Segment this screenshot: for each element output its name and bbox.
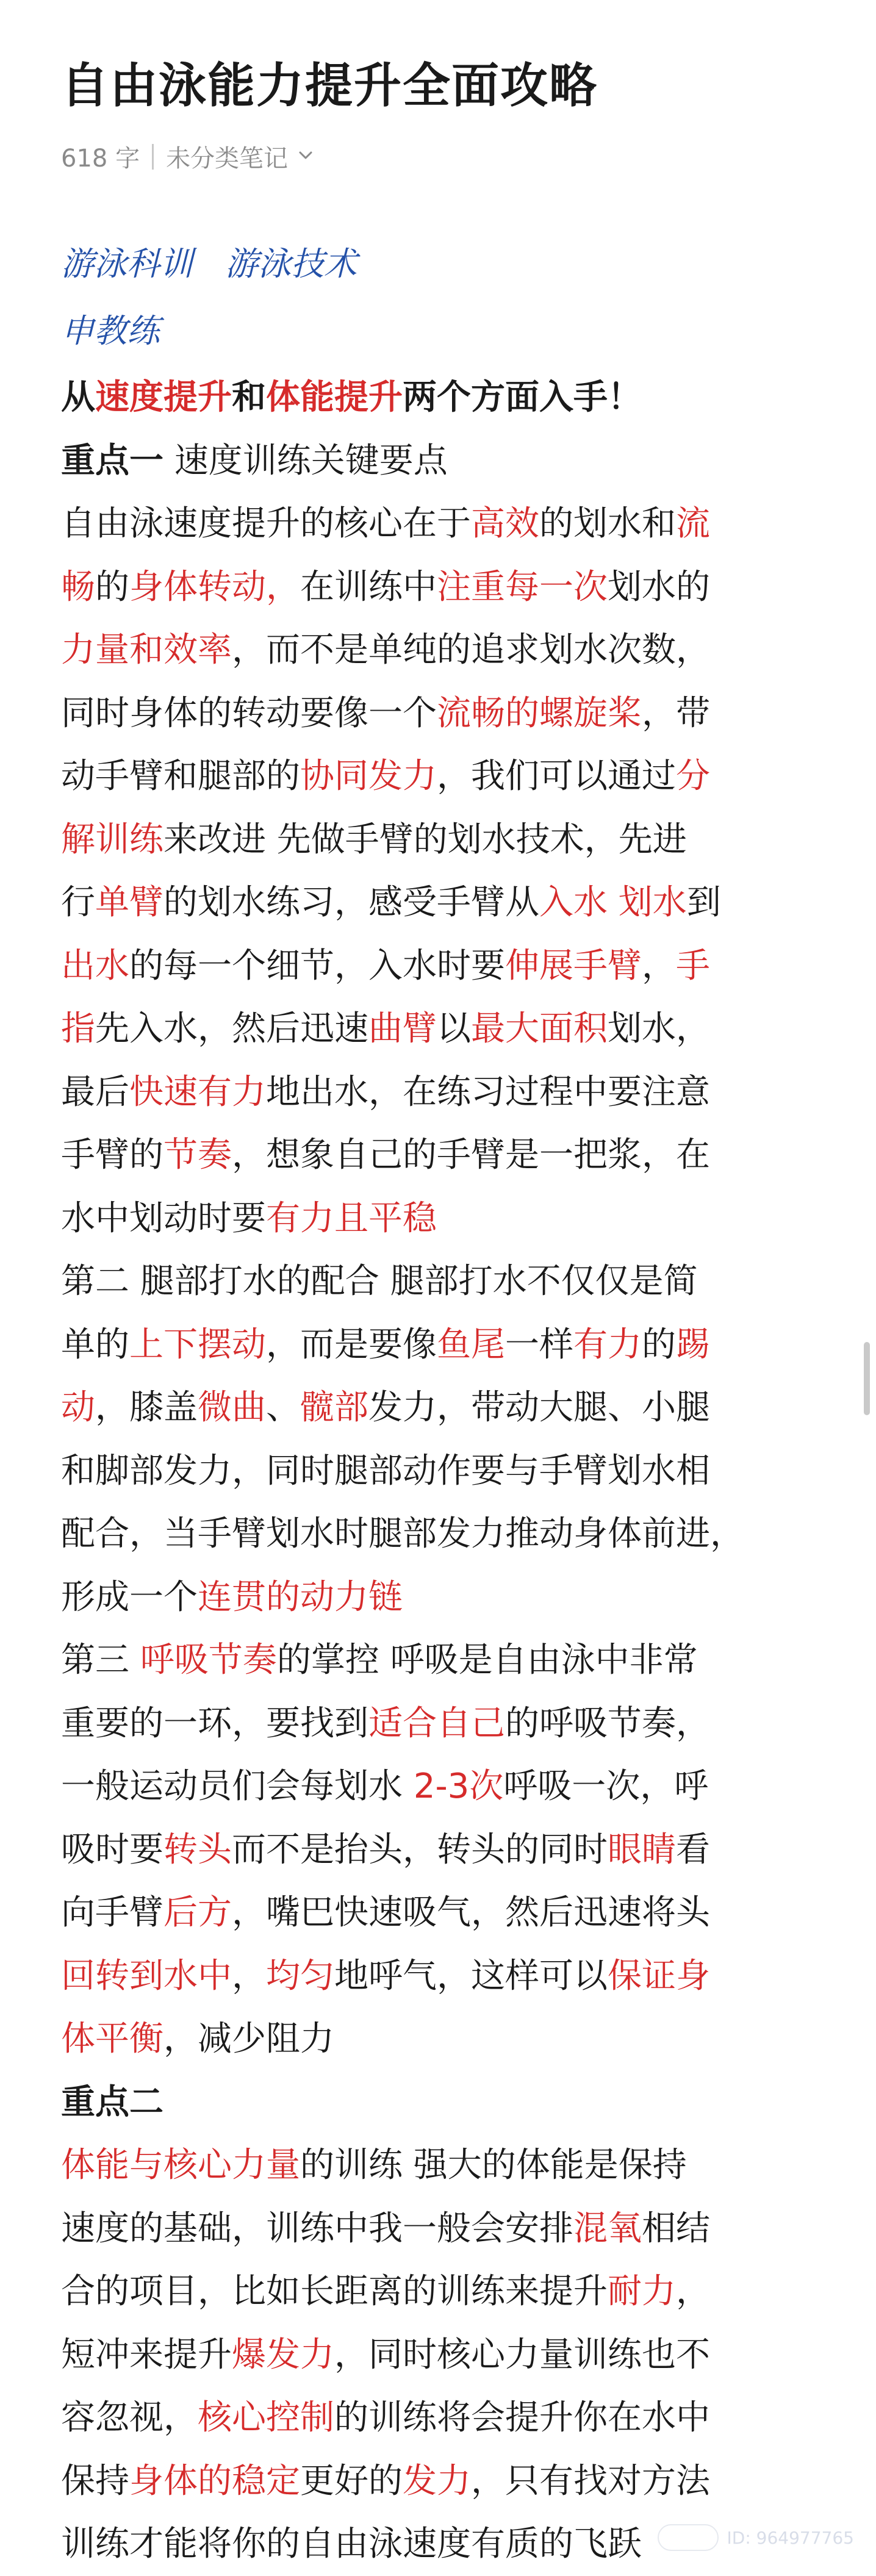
highlight-text: 速度提升 bbox=[95, 378, 232, 417]
body-text: ，而不是单纯的追求划水次数， bbox=[232, 630, 710, 670]
category-selector[interactable] bbox=[166, 139, 315, 174]
highlight-text: 动 bbox=[61, 1388, 95, 1427]
highlight-text: 伸展手臂 bbox=[505, 945, 642, 986]
body-line bbox=[61, 745, 830, 808]
body-text: 水中划动时要 bbox=[61, 1198, 266, 1238]
body-line bbox=[61, 1945, 830, 2008]
body-text: 重点一 bbox=[61, 440, 163, 481]
body-text: 划水的 bbox=[608, 567, 710, 607]
body-text: 形成一个 bbox=[61, 1577, 198, 1617]
highlight-text: 流 bbox=[676, 504, 710, 544]
body-text: ， bbox=[642, 945, 676, 986]
body-text: ，嘴巴快速吸气，然后迅速将头 bbox=[232, 1893, 710, 1932]
note-body[interactable] bbox=[61, 366, 830, 2576]
highlight-text: 鱼尾 bbox=[437, 1324, 505, 1365]
scrollbar[interactable] bbox=[864, 1342, 870, 1415]
body-text: 重点二 bbox=[61, 2082, 163, 2122]
body-line bbox=[61, 1502, 830, 1566]
meta-divider bbox=[152, 144, 154, 170]
body-text: 呼吸一次，呼 bbox=[503, 1767, 709, 1806]
highlight-text: 2-3次 bbox=[413, 1767, 504, 1806]
body-line bbox=[61, 2386, 830, 2450]
body-text: 的掌控 呼吸是自由泳中非常 bbox=[276, 1640, 698, 1680]
body-text: 的训练 强大的体能是保持 bbox=[300, 2145, 687, 2185]
body-text: 短冲来提升 bbox=[61, 2334, 232, 2375]
tag[interactable]: 游泳技术 bbox=[225, 245, 357, 283]
body-text: 划水， bbox=[608, 1009, 710, 1049]
note-tags bbox=[61, 238, 379, 285]
highlight-text: 发力 bbox=[403, 2461, 471, 2501]
body-text: 容忽视， bbox=[61, 2398, 198, 2438]
body-text: ， bbox=[232, 1956, 266, 1996]
highlight-text: 节奏 bbox=[163, 1135, 232, 1175]
body-text: 配合，当手臂划水时腿部发力推动身体前进， bbox=[61, 1514, 744, 1554]
body-text: 合的项目，比如长距离的训练来提升 bbox=[61, 2272, 608, 2311]
body-text: 、 bbox=[266, 1388, 300, 1427]
body-line bbox=[61, 1881, 830, 1945]
highlight-text: 上下摆动 bbox=[129, 1324, 266, 1365]
highlight-text: 微曲 bbox=[198, 1388, 266, 1427]
body-text: 更好的 bbox=[300, 2461, 403, 2501]
body-line bbox=[61, 1818, 830, 1882]
body-text: 向手臂 bbox=[61, 1893, 163, 1932]
body-text: 速度训练关键要点 bbox=[163, 440, 448, 481]
highlight-text: 畅 bbox=[61, 567, 95, 607]
highlight-text: 眼睛 bbox=[608, 1829, 676, 1870]
highlight-text: 分 bbox=[676, 756, 710, 796]
body-line bbox=[61, 997, 830, 1061]
body-text: 训练才能将你的自由泳速度有质的飞跃 bbox=[61, 2524, 642, 2564]
watermark bbox=[658, 2524, 854, 2551]
highlight-text: 回转到水中 bbox=[61, 1956, 232, 1996]
body-text: 动手臂和腿部的 bbox=[61, 756, 300, 796]
body-line bbox=[61, 1376, 830, 1440]
highlight-text: 混氧 bbox=[573, 2208, 642, 2248]
watermark-logo bbox=[658, 2524, 719, 2551]
body-line bbox=[61, 429, 830, 493]
highlight-text: 呼吸节奏 bbox=[140, 1640, 277, 1680]
highlight-text: 解训练 bbox=[61, 819, 163, 859]
body-text: 在训练中 bbox=[300, 567, 437, 607]
body-text: 的 bbox=[642, 1324, 676, 1365]
watermark-text: ID: 964977765 bbox=[727, 2527, 854, 2548]
body-line bbox=[61, 492, 830, 556]
highlight-text: 体平衡 bbox=[61, 2019, 163, 2059]
body-text: 手臂的 bbox=[61, 1135, 163, 1175]
highlight-text: 手 bbox=[676, 945, 710, 986]
body-text: 看 bbox=[676, 1829, 710, 1870]
highlight-text: 出水 bbox=[61, 945, 129, 986]
body-text: 吸时要 bbox=[61, 1829, 163, 1870]
body-text: ，带 bbox=[642, 693, 710, 733]
highlight-text: 连贯的动力链 bbox=[198, 1577, 403, 1617]
body-text: 的划水练习，感受手臂从 bbox=[163, 883, 539, 922]
body-text: ，而是要像 bbox=[266, 1324, 437, 1365]
body-line bbox=[61, 1692, 830, 1756]
body-text: 一样 bbox=[505, 1324, 573, 1365]
highlight-text: 高效 bbox=[471, 504, 539, 544]
highlight-text: 后方 bbox=[163, 1893, 232, 1932]
body-text: 地出水，在练习过程中要注意 bbox=[266, 1072, 710, 1112]
highlight-text: 耐力 bbox=[608, 2272, 676, 2311]
body-text: 自由泳速度提升的核心在于 bbox=[61, 504, 471, 544]
body-text: 以 bbox=[437, 1009, 471, 1049]
highlight-text: 有力 bbox=[573, 1324, 642, 1365]
highlight-text: 有力且平稳 bbox=[266, 1198, 437, 1238]
highlight-text: 均匀 bbox=[266, 1956, 334, 1996]
highlight-text: 核心控制 bbox=[198, 2398, 334, 2438]
body-text: 相结 bbox=[642, 2208, 710, 2248]
highlight-text: 转头 bbox=[163, 1829, 232, 1870]
body-line bbox=[61, 1061, 830, 1124]
body-text: 最后 bbox=[61, 1072, 129, 1112]
highlight-text: 踢 bbox=[676, 1324, 710, 1365]
body-text: 第二 腿部打水的配合 腿部打水不仅仅是简 bbox=[61, 1261, 698, 1301]
body-line bbox=[61, 366, 830, 429]
note-title: 自由泳能力提升全面攻略 bbox=[61, 59, 598, 113]
highlight-text: 身体的稳定 bbox=[129, 2461, 300, 2501]
body-line bbox=[61, 1187, 830, 1250]
highlight-text: 爆发力 bbox=[232, 2334, 334, 2375]
body-line bbox=[61, 1566, 830, 1629]
author-line: 申教练 bbox=[61, 312, 160, 350]
highlight-text: 协同发力 bbox=[300, 756, 437, 796]
highlight-text: 髋部 bbox=[300, 1388, 368, 1427]
body-text: 从 bbox=[61, 378, 95, 417]
body-text: 的划水和 bbox=[539, 504, 676, 544]
body-text: ，只有找对方法 bbox=[471, 2461, 710, 2501]
body-text: ，减少阻力 bbox=[163, 2019, 334, 2059]
body-text: 的训练将会提升你在水中 bbox=[334, 2398, 710, 2438]
body-text: 来改进 先做手臂的划水技术，先进 bbox=[163, 819, 687, 859]
body-text: ，同时核心力量训练也不 bbox=[334, 2334, 710, 2375]
body-line bbox=[61, 2071, 830, 2134]
body-text: 两个方面入手！ bbox=[403, 378, 642, 417]
body-text: 一般运动员们会每划水 bbox=[61, 1767, 414, 1806]
highlight-text: 适合自己 bbox=[368, 1703, 505, 1743]
highlight-text: 单臂 bbox=[95, 883, 163, 922]
body-line bbox=[61, 871, 830, 935]
body-line bbox=[61, 2007, 830, 2071]
highlight-text: 保证身 bbox=[608, 1956, 710, 1996]
highlight-text: 力量和效率 bbox=[61, 630, 232, 670]
body-line bbox=[61, 808, 830, 872]
body-text: 到 bbox=[686, 883, 721, 922]
body-line bbox=[61, 1124, 830, 1187]
category-label: 未分类笔记 bbox=[166, 145, 289, 173]
body-text: 第三 bbox=[61, 1640, 140, 1680]
body-text: 的每一个细节，入水时要 bbox=[129, 945, 505, 986]
body-text: 而不是抬头，转头的同时 bbox=[232, 1829, 608, 1870]
body-text: 和脚部发力，同时腿部动作要与手臂划水相 bbox=[61, 1451, 710, 1491]
body-line bbox=[61, 556, 830, 619]
highlight-text: 体能与核心力量 bbox=[61, 2145, 300, 2185]
highlight-text: 注重每一次 bbox=[437, 567, 608, 607]
highlight-text: 指 bbox=[61, 1009, 95, 1049]
body-text: ， bbox=[676, 2272, 710, 2311]
highlight-text: 流畅的螺旋桨 bbox=[437, 693, 642, 733]
body-line bbox=[61, 935, 830, 998]
body-text: ，我们可以通过 bbox=[437, 756, 676, 796]
body-line bbox=[61, 1313, 830, 1377]
note-meta bbox=[61, 139, 315, 174]
body-line bbox=[61, 1629, 830, 1692]
highlight-text: 快速有力 bbox=[129, 1072, 266, 1112]
highlight-text: 最大面积 bbox=[471, 1009, 608, 1049]
body-line bbox=[61, 2197, 830, 2261]
body-line bbox=[61, 2134, 830, 2197]
body-text: 行 bbox=[61, 883, 95, 922]
highlight-text: 体能提升 bbox=[266, 378, 403, 417]
body-text: ，膝盖 bbox=[95, 1388, 198, 1427]
body-text: 的 bbox=[95, 567, 129, 607]
body-line bbox=[61, 1755, 830, 1818]
body-text: 保持 bbox=[61, 2461, 129, 2501]
body-text: 先入水，然后迅速 bbox=[95, 1009, 368, 1049]
body-text: 地呼气，这样可以 bbox=[334, 1956, 608, 1996]
body-text: ，想象自己的手臂是一把浆，在 bbox=[232, 1135, 710, 1175]
body-line bbox=[61, 2323, 830, 2387]
body-text: 重要的一环，要找到 bbox=[61, 1703, 368, 1743]
highlight-text: 入水 划水 bbox=[539, 883, 687, 922]
body-line bbox=[61, 682, 830, 745]
body-line bbox=[61, 1250, 830, 1313]
body-line bbox=[61, 619, 830, 682]
body-line bbox=[61, 2260, 830, 2323]
highlight-text: 曲臂 bbox=[368, 1009, 437, 1049]
body-text: 同时身体的转动要像一个 bbox=[61, 693, 437, 733]
body-text: 发力，带动大腿、小腿 bbox=[368, 1388, 710, 1427]
body-text: 速度的基础，训练中我一般会安排 bbox=[61, 2208, 573, 2248]
body-line bbox=[61, 1440, 830, 1503]
body-text: 和 bbox=[232, 378, 266, 417]
body-line bbox=[61, 2450, 830, 2513]
body-text: 单的 bbox=[61, 1324, 129, 1365]
chevron-down-icon bbox=[296, 143, 315, 171]
body-text: 的呼吸节奏， bbox=[505, 1703, 710, 1743]
highlight-text: 身体转动， bbox=[129, 567, 300, 607]
tag[interactable]: 游泳科训 bbox=[61, 245, 193, 283]
word-count: 618 字 bbox=[61, 145, 140, 173]
